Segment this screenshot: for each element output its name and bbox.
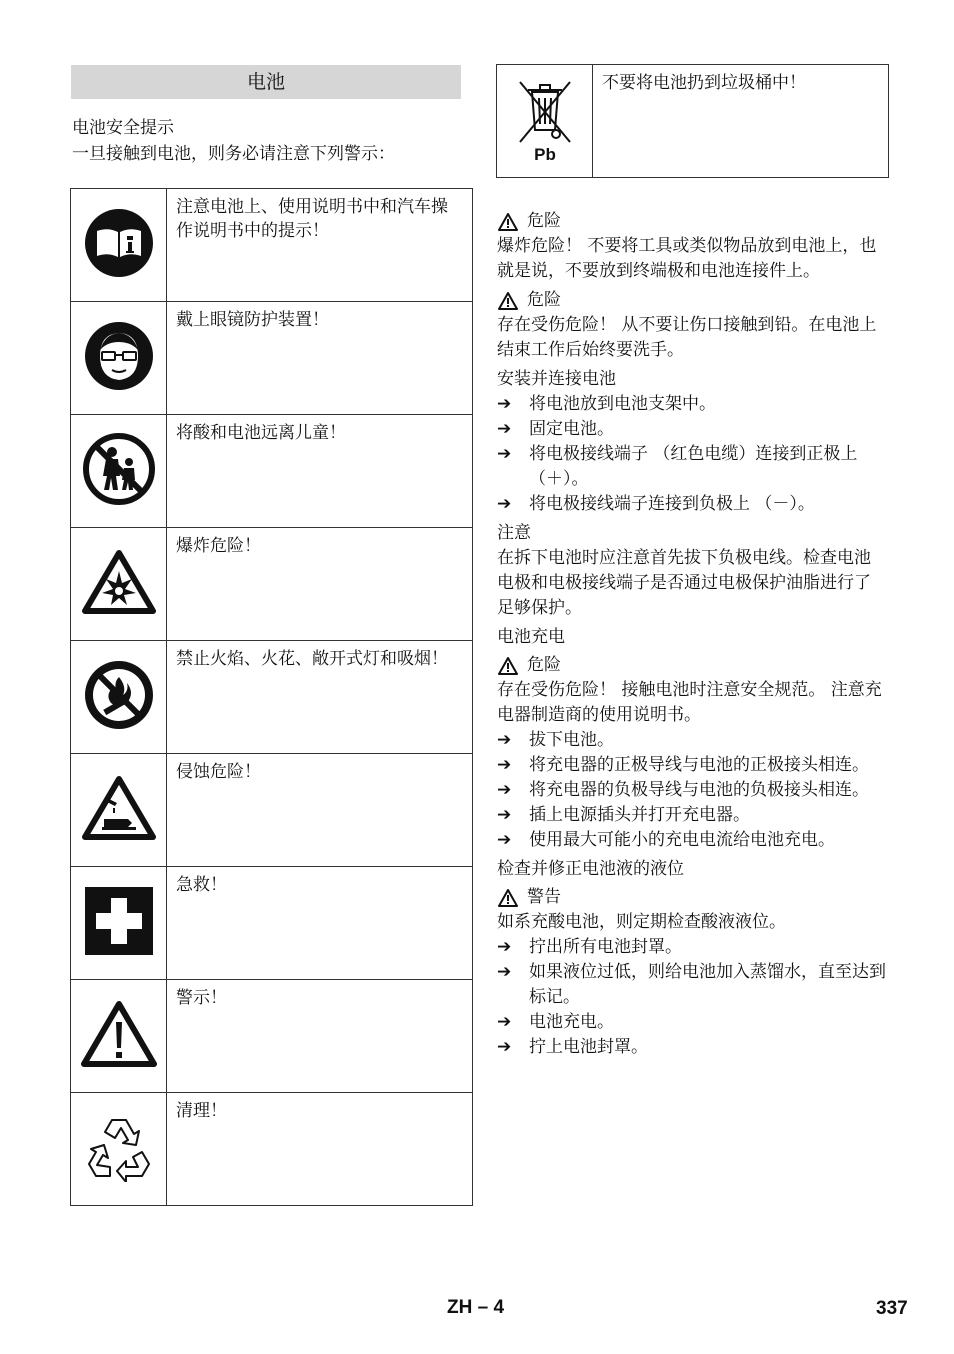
step-text: 将充电器的负极导线与电池的负极接头相连。 bbox=[529, 780, 869, 800]
explosion-hazard-icon bbox=[82, 549, 156, 615]
danger-label: 危险 bbox=[527, 655, 561, 675]
symbol-text: 急救！ bbox=[167, 867, 473, 980]
danger-label: 危险 bbox=[527, 290, 561, 310]
charge-heading: 电池充电 bbox=[497, 627, 565, 647]
list-item bbox=[497, 803, 887, 828]
arrow-icon: ➔ bbox=[497, 937, 512, 957]
install-heading: 安装并连接电池 bbox=[497, 369, 616, 389]
list-item bbox=[497, 778, 887, 803]
arrow-icon: ➔ bbox=[497, 755, 512, 775]
symbol-row bbox=[71, 189, 473, 302]
symbol-text: 警示！ bbox=[167, 980, 473, 1093]
arrow-icon: ➔ bbox=[497, 444, 512, 464]
symbol-text: 戴上眼镜防护装置！ bbox=[167, 302, 473, 415]
symbol-text: 清理！ bbox=[167, 1093, 473, 1206]
keep-children-away-icon bbox=[82, 432, 156, 506]
list-item bbox=[497, 960, 887, 1010]
note-label: 注意 bbox=[497, 523, 531, 543]
danger-heading bbox=[497, 288, 887, 313]
arrow-icon: ➔ bbox=[497, 419, 512, 439]
check-heading: 检查并修正电池液的液位 bbox=[497, 859, 684, 879]
warning-triangle-icon bbox=[497, 291, 519, 311]
safety-symbols-table bbox=[70, 188, 473, 1206]
arrow-icon: ➔ bbox=[497, 805, 512, 825]
warning-triangle-icon bbox=[497, 656, 519, 676]
arrow-icon: ➔ bbox=[497, 830, 512, 850]
symbol-row bbox=[71, 641, 473, 754]
step-text: 插上电源插头并打开充电器。 bbox=[529, 805, 750, 825]
note-text: 在拆下电池时应注意首先拔下负极电线。检查电池电极和电极接线端子是否通过电极保护油脂进行了足够保护。 bbox=[497, 548, 871, 618]
symbol-row bbox=[71, 1093, 473, 1206]
arrow-icon: ➔ bbox=[497, 962, 512, 982]
arrow-icon: ➔ bbox=[497, 780, 512, 800]
no-fire-smoking-icon bbox=[83, 659, 155, 731]
danger-text: 存在受伤危险！ 从不要让伤口接触到铅。在电池上结束工作后始终要洗手。 bbox=[497, 315, 877, 360]
step-text: 拔下电池。 bbox=[529, 730, 614, 750]
list-item bbox=[497, 417, 887, 442]
symbol-row bbox=[71, 415, 473, 528]
arrow-icon: ➔ bbox=[497, 494, 512, 514]
symbol-row bbox=[71, 302, 473, 415]
step-text: 将电池放到电池支架中。 bbox=[529, 394, 716, 414]
symbol-text: 将酸和电池远离儿童！ bbox=[167, 415, 473, 528]
list-item bbox=[497, 492, 887, 517]
intro-heading: 电池安全提示 bbox=[72, 118, 174, 138]
disposal-table bbox=[496, 64, 889, 178]
footer-language-page bbox=[447, 1297, 504, 1319]
manual-info-icon bbox=[83, 207, 155, 279]
symbol-text: 侵蚀危险！ bbox=[167, 754, 473, 867]
battery-instructions bbox=[497, 206, 887, 1060]
danger-heading bbox=[497, 209, 887, 234]
section-title: 电池 bbox=[71, 65, 461, 99]
page-number: 337 bbox=[876, 1298, 908, 1319]
step-text: 将充电器的正极导线与电池的正极接头相连。 bbox=[529, 755, 869, 775]
disposal-row bbox=[497, 65, 889, 178]
step-text: 将电极接线端子 （红色电缆）连接到正极上 （＋）。 bbox=[529, 444, 858, 489]
crossed-bin-icon bbox=[510, 74, 580, 164]
arrow-icon: ➔ bbox=[497, 1037, 512, 1057]
warning-icon bbox=[81, 1000, 157, 1068]
danger-heading bbox=[497, 653, 887, 678]
corrosive-hazard-icon bbox=[82, 775, 156, 841]
symbol-text: 禁止火焰、火花、敞开式灯和吸烟！ bbox=[167, 641, 473, 754]
caution-label: 警告 bbox=[527, 887, 561, 907]
danger-text: 存在受伤危险！ 接触电池时注意安全规范。 注意充电器制造商的使用说明书。 bbox=[497, 680, 882, 725]
symbol-row bbox=[71, 867, 473, 980]
arrow-icon: ➔ bbox=[497, 1012, 512, 1032]
warning-triangle-icon bbox=[497, 888, 519, 908]
warning-triangle-icon bbox=[497, 212, 519, 232]
step-text: 将电极接线端子连接到负极上 （－）。 bbox=[529, 494, 815, 514]
caution-text: 如系充酸电池，则定期检查酸液液位。 bbox=[497, 912, 786, 932]
step-text: 固定电池。 bbox=[529, 419, 614, 439]
footer-lang-page: 4 bbox=[493, 1297, 505, 1318]
list-item bbox=[497, 1035, 887, 1060]
list-item bbox=[497, 392, 887, 417]
arrow-icon: ➔ bbox=[497, 394, 512, 414]
disposal-text: 不要将电池扔到垃圾桶中！ bbox=[593, 65, 889, 178]
danger-text: 爆炸危险！ 不要将工具或类似物品放到电池上，也就是说，不要放到终端极和电池连接件上。 bbox=[497, 236, 877, 281]
list-item bbox=[497, 828, 887, 853]
eye-protection-icon bbox=[83, 320, 155, 392]
footer-dash: – bbox=[477, 1297, 489, 1318]
step-text: 如果液位过低，则给电池加入蒸馏水，直至达到标记。 bbox=[529, 962, 886, 1007]
list-item bbox=[497, 935, 887, 960]
step-text: 拧出所有电池封罩。 bbox=[529, 937, 682, 957]
arrow-icon: ➔ bbox=[497, 730, 512, 750]
recycle-icon bbox=[82, 1112, 156, 1182]
first-aid-icon bbox=[84, 886, 154, 956]
symbol-row bbox=[71, 754, 473, 867]
list-item bbox=[497, 1010, 887, 1035]
list-item bbox=[497, 442, 887, 492]
symbol-text: 注意电池上、使用说明书中和汽车操作说明书中的提示！ bbox=[167, 189, 473, 302]
intro-text: 一旦接触到电池，则务必请注意下列警示： bbox=[72, 144, 395, 164]
footer-lang: ZH bbox=[447, 1297, 473, 1318]
symbol-text: 爆炸危险！ bbox=[167, 528, 473, 641]
caution-heading bbox=[497, 885, 887, 910]
step-text: 拧上电池封罩。 bbox=[529, 1037, 648, 1057]
list-item bbox=[497, 728, 887, 753]
pb-label: Pb bbox=[533, 145, 556, 164]
step-text: 使用最大可能小的充电电流给电池充电。 bbox=[529, 830, 835, 850]
list-item bbox=[497, 753, 887, 778]
symbol-row bbox=[71, 528, 473, 641]
symbol-row bbox=[71, 980, 473, 1093]
danger-label: 危险 bbox=[527, 211, 561, 231]
step-text: 电池充电。 bbox=[529, 1012, 614, 1032]
